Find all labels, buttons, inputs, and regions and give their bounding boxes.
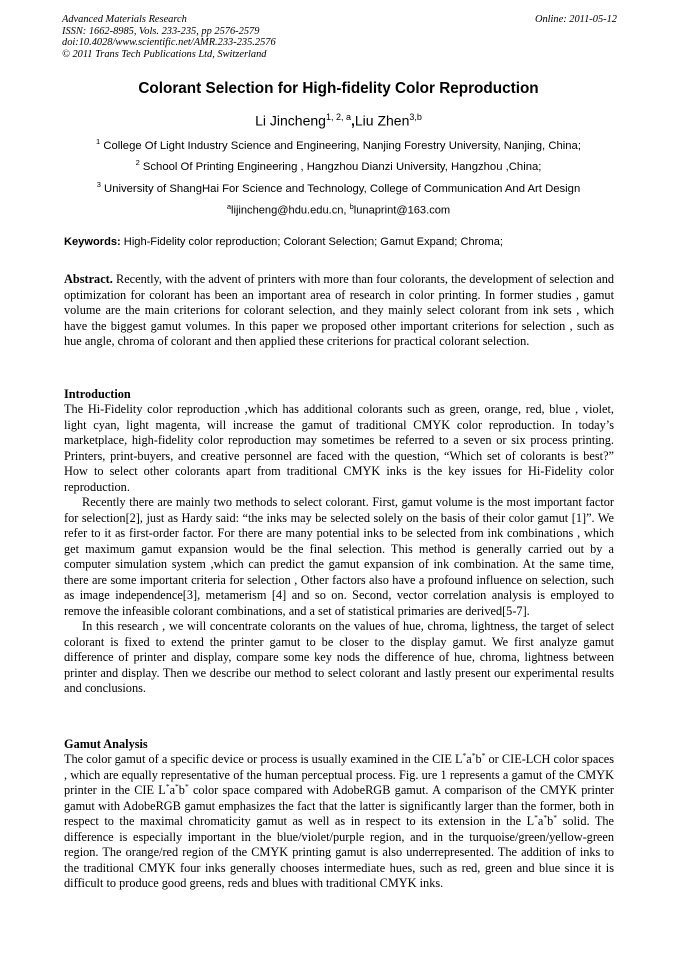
gamut-text-4: solid. The difference is especially important in the blue/violet/purple region, and in the turquoise/green/yellow-green region. The orange/red region of the CMYK printing gamut is also underrepresented. The addition of inks to the traditional CMYK four inks generally chooses intermediate hues, such as red, green and blue since it is difficult to produce good greens, reds and blues with traditional CMYK inks. — [64, 814, 614, 890]
intro-paragraph-3: In this research , we will concentrate colorants on the values of hue, chroma, lightness, the target of select colorant is fixed to extend the printer gamut to be closer to the display gamut. We first analyze gamut difference of printer and display, compare some key nods the difference of hue, chroma, lightness between printer and display. Then we describe our method to select colorant and lastly present our experimental results and conclusions. — [64, 619, 614, 695]
email-a: lijincheng@hdu.edu.cn, — [231, 204, 350, 217]
star-sup: * — [175, 781, 179, 791]
intro-paragraph-2: Recently there are mainly two methods to select colorant. First, gamut volume is the most important factor for selection[2], just as Hardy said: “the inks may be selected solely on the basis of their color gamut [1]”. We refer to it as first-order factor. For there are many potential inks to be selected from ink combinations , which get maximum gamut expansion would be the final selection. This method is generally carried out by a computer simulation system ,which can predict the gamut expansion of ink combination. At the same time, there are some important criteria for selection , Other factors also have a profound influence on selection, such as image independence[3], metamerism [4] and so on. Second, vector correlation analysis is employed to remove the infeasible colorant combinations, and a set of statistical primaries are derived[5-7]. — [64, 495, 614, 618]
gamut-text-b: b — [178, 783, 185, 797]
star-sup: * — [543, 812, 548, 822]
author-1-name: Li Jincheng — [255, 112, 326, 129]
online-date: Online: 2011-05-12 — [534, 14, 617, 25]
author-2-name: Liu Zhen — [354, 112, 410, 129]
journal-name: Advanced Materials Research — [62, 14, 187, 25]
affiliation-2 — [62, 158, 615, 173]
journal-header — [62, 14, 617, 60]
journal-doi: doi:10.4028/www.scientific.net/AMR.233-235.2576 — [62, 37, 276, 49]
gamut-text-a: a — [537, 814, 544, 828]
affiliation-1-text: College Of Light Industry Science and Engineering, Nanjing Forestry University, Nanjing, China; — [103, 139, 581, 152]
author-1-sup: 1, 2, a — [325, 112, 351, 122]
intro-paragraph-1: The Hi-Fidelity color reproduction ,which has additional colorants such as green, orange, red, blue , violet, light cyan, light magenta, will increase the gamut of traditional CMYK color reproduction. In today’s marketplace, high-fidelity color reproduction may sometimes be referred to a seven or six process printing. Printers, print-buyers, and creative personnel are faced with the question, “Which set of colorants is best?” How to select other colorants apart from traditional CMYK inks is the key issues for Hi-Fidelity color reproduction. — [64, 402, 614, 494]
gamut-text-b: b — [547, 814, 554, 828]
star-sup: * — [471, 750, 476, 760]
author-2-sup: 3,b — [409, 112, 422, 122]
gamut-text-3: color space compared with AdobeRGB gamut. A comparison of the CMYK printer gamut with AdobeRGB gamut emphasizes the fact that the latter is significantly larger than the former, both in respect to the maximal chromaticity gamut as well as in respect to its extension in the L — [64, 783, 615, 828]
introduction-body — [64, 402, 614, 697]
star-sup: * — [165, 781, 170, 791]
affiliation-1 — [62, 137, 615, 152]
journal-issn: ISSN: 1662-8985, Vols. 233-235, pp 2576-2579 — [62, 25, 260, 37]
journal-copyright: © 2011 Trans Tech Publications Ltd, Switzerland — [62, 48, 267, 60]
abstract-text: Recently, with the advent of printers with more than four colorants, the development of selection and optimization for colorant has been an important area of research in color printing. In former studies , gamut volume are the main criterions for colorant selection, and they mainly select colorant from ink sets , which have the biggest gamut volumes. In this paper we proposed other important criterions for selection , such as hue angle, chroma of colorant and then applied these criterions for practical colorant selection. — [64, 272, 614, 348]
gamut-text-1: The color gamut of a specific device or process is usually examined in the CIE L — [64, 752, 463, 766]
abstract — [64, 272, 614, 350]
email-b-sup: b — [349, 202, 354, 211]
affiliation-3-text: University of ShangHai For Science and Technology, College of Communication And Art Design — [104, 182, 581, 195]
star-sup: * — [462, 750, 467, 760]
paper-title: Colorant Selection for High-fidelity Color Reproduction — [138, 80, 539, 97]
keywords — [64, 236, 617, 248]
affiliation-2-text: School Of Printing Engineering , Hangzhou Dianzi University, Hangzhou ,China; — [142, 160, 542, 173]
gamut-analysis-heading: Gamut Analysis — [64, 737, 148, 751]
email-b: lunaprint@163.com — [353, 204, 451, 217]
affiliation-3 — [62, 180, 615, 195]
author-separator: , — [350, 112, 355, 129]
keywords-text: High-Fidelity color reproduction; Colorant Selection; Gamut Expand; Chroma; — [120, 236, 504, 248]
affiliation-2-num: 2 — [135, 158, 140, 167]
star-sup: * — [184, 781, 189, 791]
email-a-sup: a — [226, 202, 232, 211]
gamut-paragraph — [64, 752, 614, 892]
gamut-text-a: a — [169, 783, 176, 797]
affiliation-3-num: 3 — [96, 180, 101, 189]
gamut-analysis-body — [64, 752, 614, 892]
abstract-label: Abstract. — [64, 272, 113, 286]
introduction-heading: Introduction — [64, 387, 131, 401]
affiliation-1-num: 1 — [96, 137, 101, 146]
gamut-text-b: b — [475, 752, 482, 766]
author-line — [62, 112, 615, 129]
author-emails — [62, 202, 615, 217]
gamut-text-a: a — [466, 752, 472, 766]
star-sup: * — [553, 812, 558, 822]
gamut-text-2: or CIE-LCH color spaces , which are equally representative of the human perceptual process. Fig. ure 1 represents a gamut of the CMYK printer in the CIE L — [64, 752, 614, 797]
keywords-label: Keywords: — [64, 236, 121, 248]
star-sup: * — [481, 750, 486, 760]
star-sup: * — [534, 812, 538, 822]
